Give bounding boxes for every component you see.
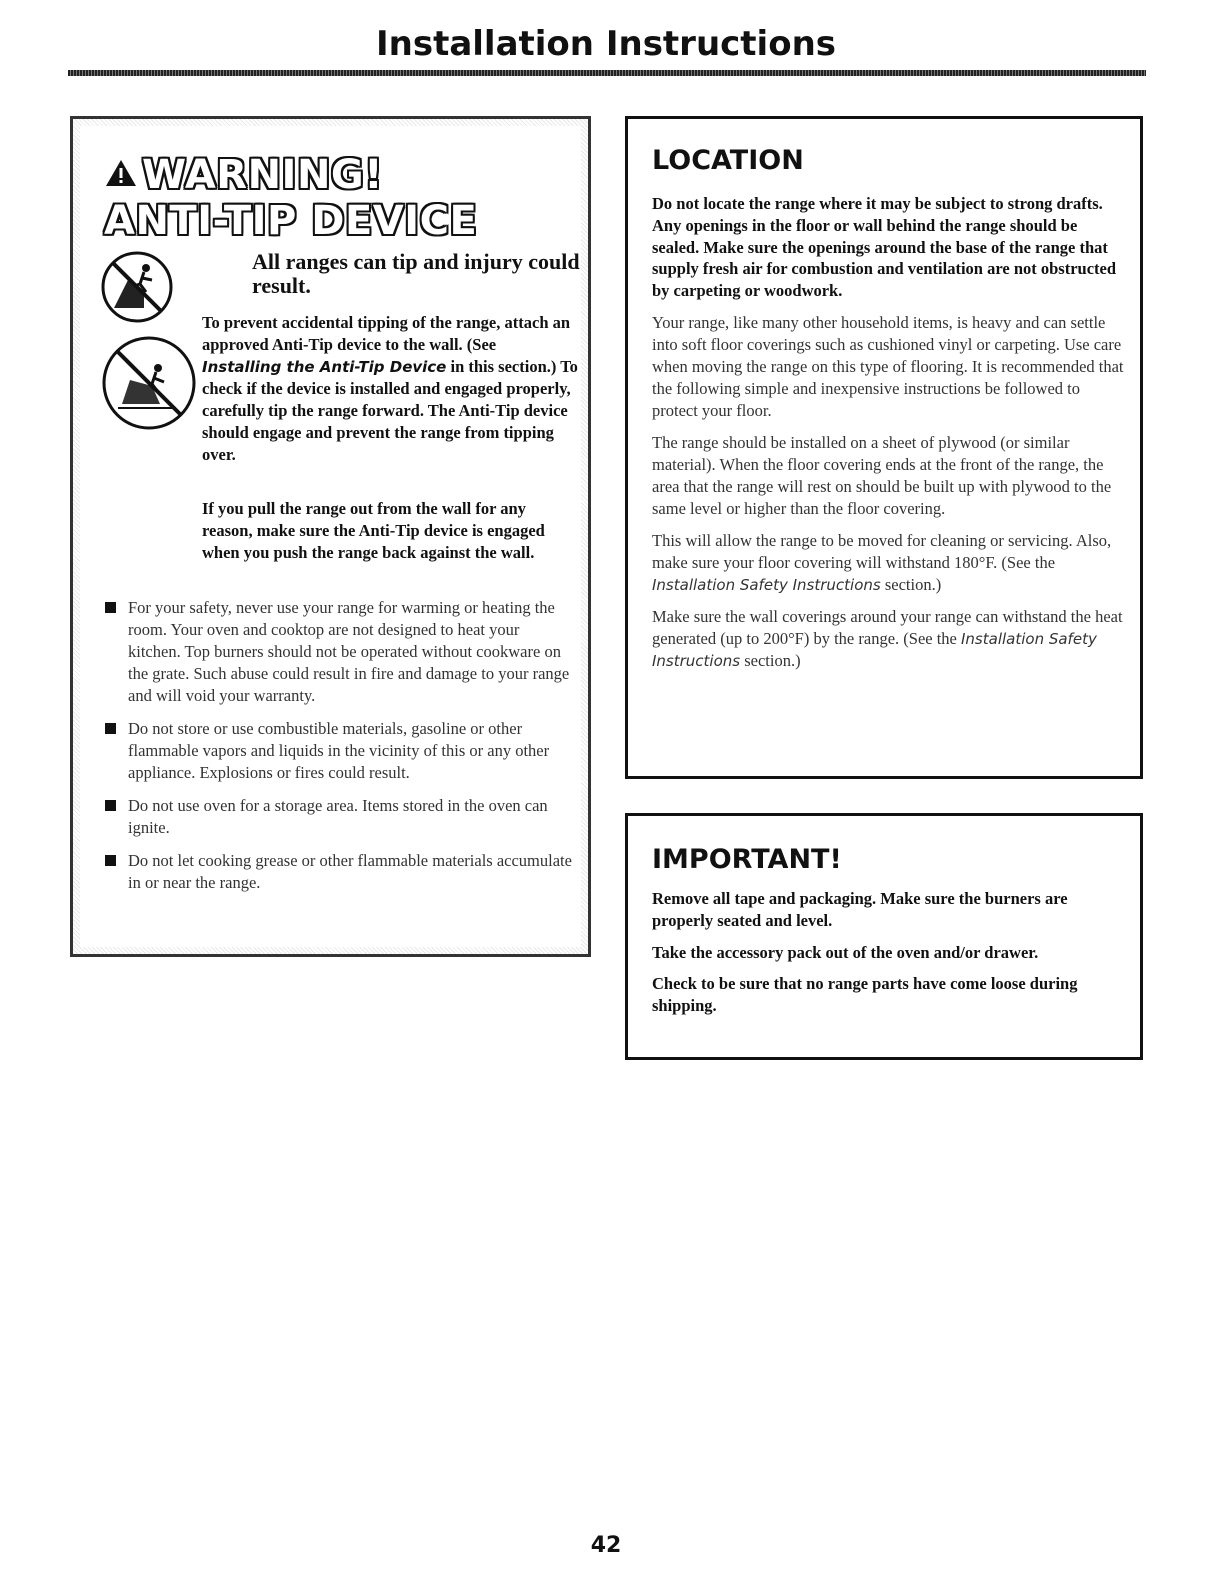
location-body [652,193,1127,682]
warning-title-line1: WARNING! [142,152,383,198]
warning-bullet-list [105,597,575,905]
pull-range-paragraph: If you pull the range out from the wall for any reason, make sure the Anti-Tip device is engaged when you push the range back against the wall. [202,499,545,562]
warning-triangle-icon [104,158,138,188]
no-climbing-icon [100,250,174,324]
no-tipping-icon [100,334,198,432]
bullet-square-icon [105,723,116,734]
page-title: Installation Instructions [375,24,837,64]
location-paragraph-2: Your range, like many other household items, is heavy and can settle into soft floor coverings such as cushioned vinyl or carpeting. Use care when moving the range on this type of flooring. It is recommended that the following simple and inexpensive instructions be followed to protect your floor. [652,312,1124,420]
warning-lead: All ranges can tip and injury could result. [252,249,580,298]
prevent-text-a: To prevent accidental tipping of the range, attach an approved Anti-Tip device to the wall. (See [202,313,571,354]
important-heading: IMPORTANT! [652,844,842,875]
important-item: Check to be sure that no range parts have come loose during shipping. [652,974,1078,1016]
page-number: 42 [590,1533,622,1558]
list-item: For your safety, never use your range for warming or heating the room. Your oven and cooktop are not designed to heat your kitchen. Top burners should not be operated without cookware on the grate. Such abuse could result in fire and damage to your range and will void your warranty. [105,597,575,707]
bullet-square-icon [105,800,116,811]
important-box [625,813,1143,1060]
bullet-square-icon [105,602,116,613]
warning-box [70,116,591,957]
prevent-tipping-paragraph [202,312,578,466]
location-box [625,116,1143,779]
location-bold-paragraph: Do not locate the range where it may be subject to strong drafts. Any openings in the floor or wall behind the range should be sealed. Make sure the openings around the base of the range that supply fresh air for combustion and ventilation are not obstructed by carpeting or woodwork. [652,194,1117,301]
prevent-text-b: in this section.) To check if the device is installed and engaged properly, carefully tip the range forward. The Anti-Tip device should engage and prevent the range from tipping over. [202,356,578,464]
warning-title [104,152,477,244]
list-item: Do not store or use combustible materials, gasoline or other flammable vapors and liquids in the vicinity of this or any other appliance. Explosions or fires could result. [105,718,575,784]
warning-title-line2: ANTI-TIP DEVICE [104,198,478,244]
location-paragraph-4: This will allow the range to be moved for cleaning or servicing. Also, make sure your floor covering will withstand 180°F. (See the Installation Safety Instructions section.) [652,530,1112,594]
header-rule [68,70,1146,76]
location-heading: LOCATION [652,145,804,176]
location-paragraph-5: Make sure the wall coverings around your range can withstand the heat generated (up to 200°F) by the range. (See the Installation Safety Instructions section.) [652,606,1123,670]
bullet-square-icon [105,855,116,866]
list-item: Do not use oven for a storage area. Items stored in the oven can ignite. [105,795,575,839]
important-item: Remove all tape and packaging. Make sure the burners are properly seated and level. [652,889,1068,930]
warning-box-inner [80,126,581,947]
location-paragraph-3: The range should be installed on a sheet of plywood (or similar material). When the floor covering ends at the front of the range, the area that the range will rest on should be built up with plywood to the same level or higher than the floor covering. [652,432,1112,518]
important-body [652,888,1127,1027]
prevent-text-italic: Installing the Anti-Tip Device [202,357,447,376]
list-item: Do not let cooking grease or other flammable materials accumulate in or near the range. [105,850,575,894]
important-item: Take the accessory pack out of the oven and/or drawer. [652,942,1039,962]
